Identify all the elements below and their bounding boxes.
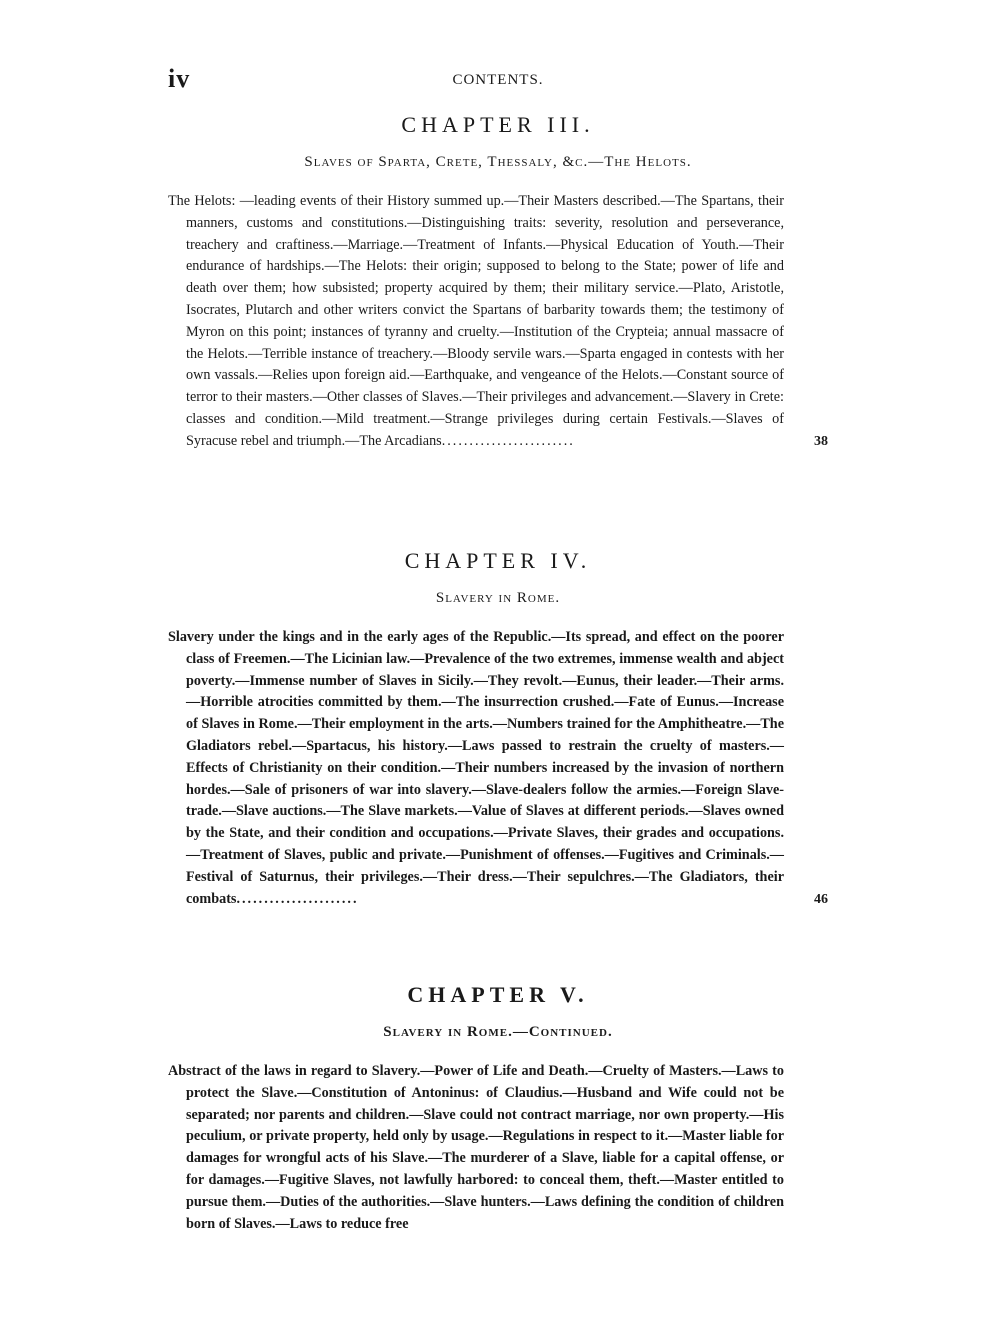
running-head bbox=[168, 64, 828, 94]
chapter-summary bbox=[168, 627, 828, 910]
chapter-subtitle: Slavery in Rome.—Continued. bbox=[383, 1024, 613, 1040]
chapter-heading: CHAPTER V. bbox=[407, 982, 589, 1007]
chapter-4 bbox=[168, 548, 828, 925]
summary-text: The Helots: —leading events of their History summed up.—Their Masters described.—The Spartans, their manners, customs and constitutions.—Distinguishing traits: severity, resolution and perseverance, treachery and craftiness.—Marriage.—Treatment of Infants.—Physical Education of Youth.—Their endurance of hardships.—The Helots: their origin; supposed to belong to the State; power of life and death over them; how subsisted; property acquired by them; their military service.—Plato, Aristotle, Isocrates, Plutarch and other writers convict the Spartans of barbarity towards them; the testimony of Myron on this point; instances of tyranny and cruelty.—Institution of the Crypteia; annual massacre of the Helots.—Terrible instance of treachery.—Bloody servile wars.—Sparta engaged in contests with her own vassals.—Relies upon foreign aid.—Earthquake, and vengeance of the Helots.—Constant source of terror to their masters.—Other classes of Slaves.—Their privileges and advancement.—Slavery in Crete: classes and condition.—Mild treatment.—Strange privileges during certain Festivals.—Slaves of Syracuse rebel and triumph.—The Arcadians bbox=[168, 193, 784, 449]
chapter-heading: CHAPTER IV. bbox=[404, 548, 592, 573]
chapter-subtitle: Slavery in Rome. bbox=[435, 590, 561, 606]
running-title: CONTENTS. bbox=[452, 72, 544, 88]
page-number: iv bbox=[168, 64, 191, 93]
chapter-summary bbox=[168, 191, 828, 453]
chapter-page-ref: 46 bbox=[814, 891, 828, 907]
dot-leader: ........................ bbox=[441, 432, 575, 449]
chapter-3 bbox=[168, 112, 828, 467]
chapter-page-ref: 38 bbox=[814, 433, 828, 449]
chapter-heading: CHAPTER III. bbox=[401, 112, 595, 137]
dot-leader: ...................... bbox=[236, 890, 359, 907]
summary-text: Slavery under the kings and in the early ages of the Republic.—Its spread, and effect on the poorer class of Freemen.—The Licinian law.—Prevalence of the two extremes, immense wealth and abject poverty.—Immense number of Slaves in Sicily.—They revolt.—Eunus, their leader.—Their arms.—Horrible atrocities committed by them.—The insurrection crushed.—Fate of Eunus.—Increase of Slaves in Rome.—Their employment in the arts.—Numbers trained for the Amphitheatre.—The Gladiators rebel.—Spartacus, his history.—Laws passed to restrain the cruelty of masters.—Effects of Christianity on their condition.—Their numbers increased by the invasion of northern hordes.—Sale of prisoners of war into slavery.—Slave-dealers follow the armies.—Foreign Slave-trade.—Slave auctions.—The Slave markets.—Value of Slaves at different periods.—Slaves owned by the State, and their condition and occupations.—Private Slaves, their grades and occupations.—Treatment of Slaves, public and private.—Punishment of offenses.—Fugitives and Criminals.—Festival of Saturnus, their privileges.—Their dress.—Their sepulchres.—The Gladiators, their combats bbox=[168, 629, 784, 907]
chapter-5 bbox=[168, 982, 828, 1250]
chapter-summary bbox=[168, 1061, 828, 1235]
summary-text: Abstract of the laws in regard to Slavery.—Power of Life and Death.—Cruelty of Masters.—Laws to protect the Slave.—Constitution of Antoninus: of Claudius.—Husband and Wife could not be separated; nor parents and children.—Slave could not contract marriage, nor own property.—His peculium, or private property, held only by usage.—Regulations in respect to it.—Master liable for damages for wrongful acts of his Slave.—The murderer of a Slave, liable for a capital offense, or for damages.—Fugitive Slaves, not lawfully harbored: to conceal them, theft.—Master entitled to pursue them.—Duties of the authorities.—Slave hunters.—Laws defining the condition of children born of Slaves.—Laws to reduce free bbox=[168, 1063, 784, 1232]
chapter-subtitle: Slaves of Sparta, Crete, Thessaly, &c.—The Helots. bbox=[304, 154, 692, 170]
